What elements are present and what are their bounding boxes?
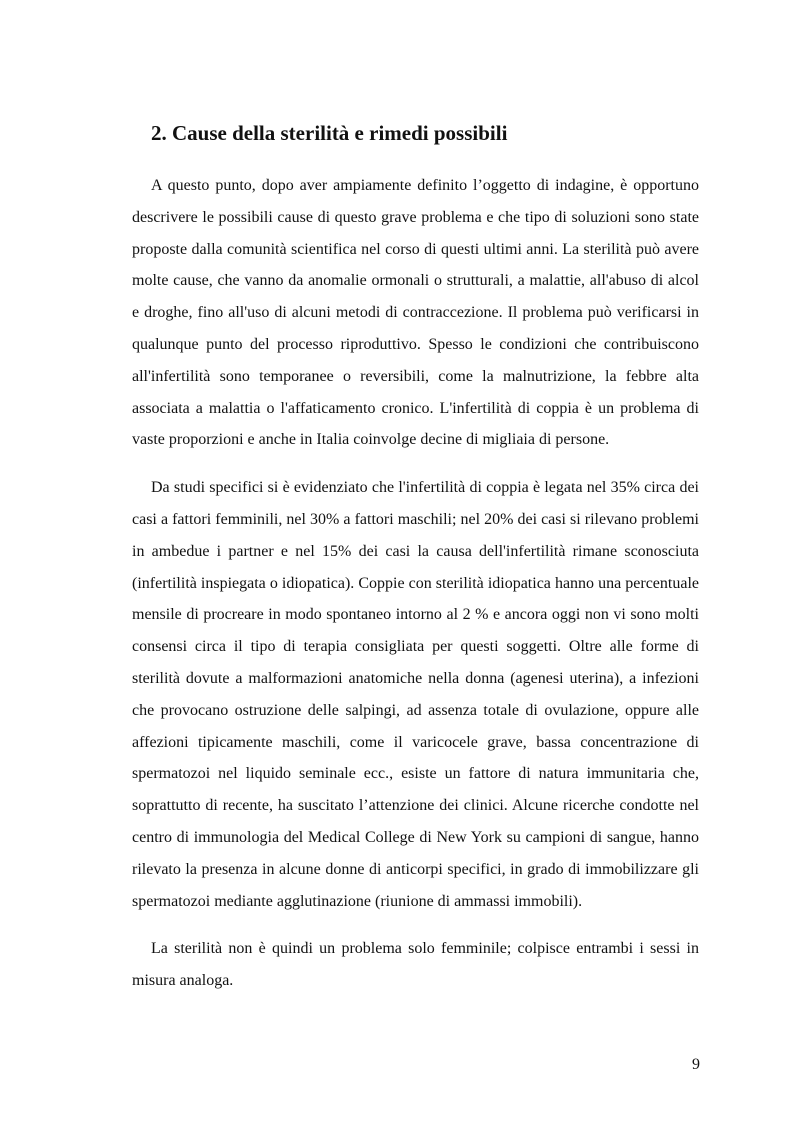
paragraph-3: La sterilità non è quindi un problema solo femminile; colpisce entrambi i sessi in misura analoga. (132, 940, 699, 990)
paragraph-1: A questo punto, dopo aver ampiamente definito l’oggetto di indagine, è opportuno descrivere le possibili cause di questo grave problema e che tipo di soluzioni sono state proposte dalla comunità scientifica nel corso di questi ultimi anni. La sterilità può avere molte cause, che vanno da anomalie ormonali o strutturali, a malattie, all'abuso di alcol e droghe, fino all'uso di alcuni metodi di contraccezione. Il problema può verificarsi in qualunque punto del processo riproduttivo. Spesso le condizioni che contribuiscono all'infertilità sono temporanee o reversibili, come la malnutrizione, la febbre alta associata a malattia o l'affaticamento cronico. L'infertilità di coppia è un problema di vaste proporzioni e anche in Italia coinvolge decine di migliaia di persone. (132, 177, 699, 449)
section-heading: 2. Cause della sterilità e rimedi possibili (151, 121, 508, 145)
paragraph-2: Da studi specifici si è evidenziato che l'infertilità di coppia è legata nel 35% circa dei casi a fattori femminili, nel 30% a fattori maschili; nel 20% dei casi si rilevano problemi in ambedue i partner e nel 15% dei casi la causa dell'infertilità rimane sconosciuta (infertilità inspiegata o idiopatica). Coppie con sterilità idiopatica hanno una percentuale mensile di procreare in modo spontaneo intorno al 2 % e ancora oggi non vi sono molti consensi circa il tipo di terapia consigliata per questi soggetti. Oltre alle forme di sterilità dovute a malformazioni anatomiche nella donna (agenesi uterina), a infezioni che provocano ostruzione delle salpingi, ad assenza totale di ovulazione, oppure alle affezioni tipicamente maschili, come il varicocele grave, bassa concentrazione di spermatozoi nel liquido seminale ecc., esiste un fattore di natura immunitaria che, soprattutto di recente, ha suscitato l’attenzione dei clinici. Alcune ricerche condotte nel centro di immunologia del Medical College di New York su campioni di sangue, hanno rilevato la presenza in alcune donne di anticorpi specifici, in grado di immobilizzare gli spermatozoi mediante agglutinazione (riunione di ammassi immobili). (132, 479, 699, 910)
page-number: 9 (692, 1056, 700, 1073)
body-text (132, 170, 699, 1013)
